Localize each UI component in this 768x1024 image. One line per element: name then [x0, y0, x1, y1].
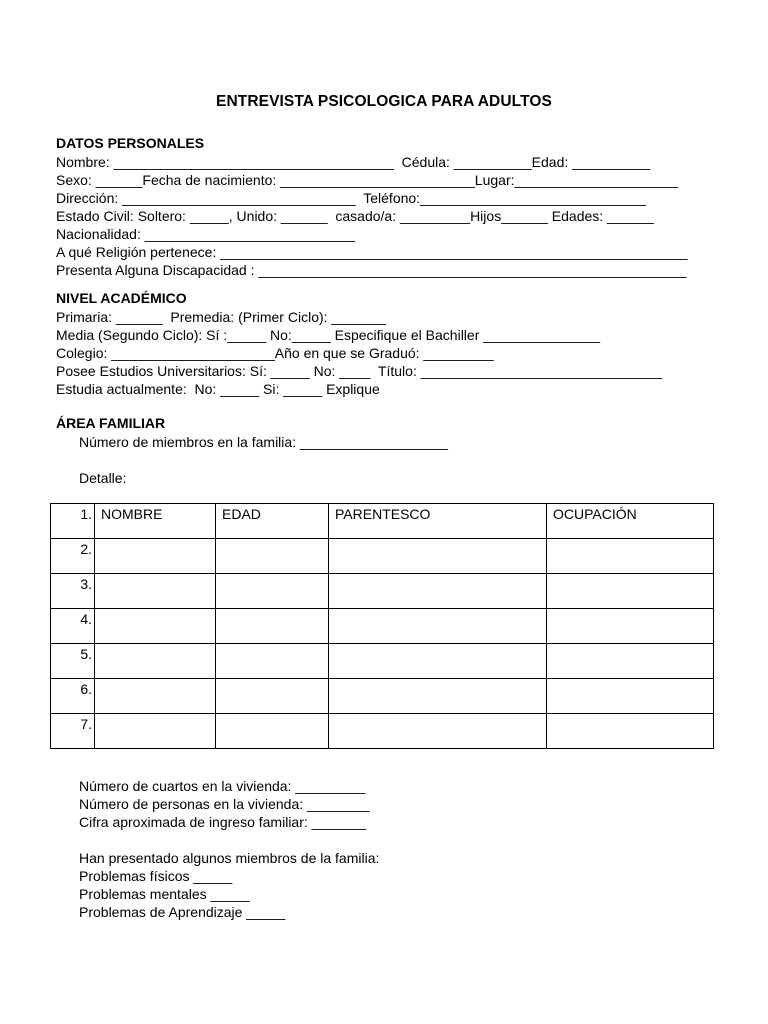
field-line-cuartos-vivienda[interactable]: Número de cuartos en la vivienda: _________ — [79, 778, 366, 794]
field-line-religion[interactable]: A qué Religión pertenece: ____________________________________________________________ — [56, 244, 688, 260]
table-row — [51, 609, 714, 644]
table-cell-ocupacion[interactable] — [547, 644, 714, 679]
table-cell-parentesco[interactable] — [329, 644, 547, 679]
row-number: 7. — [51, 714, 95, 749]
section-heading-datos-personales: DATOS PERSONALES — [56, 135, 205, 151]
family-members-table — [50, 503, 714, 749]
field-line-miembros-familia[interactable]: Número de miembros en la familia: ___________________ — [79, 434, 448, 450]
field-line-estado-civil[interactable]: Estado Civil: Soltero: _____, Unido: ______ casado/a: _________Hijos______ Edades: ______ — [56, 208, 654, 224]
table-row — [51, 714, 714, 749]
table-cell-nombre[interactable] — [95, 609, 216, 644]
table-cell-nombre[interactable] — [95, 714, 216, 749]
table-cell-parentesco[interactable] — [329, 679, 547, 714]
field-line-problemas-mentales[interactable]: Problemas mentales _____ — [79, 886, 250, 902]
table-cell-nombre[interactable] — [95, 679, 216, 714]
field-line-personas-vivienda[interactable]: Número de personas en la vivienda: ________ — [79, 796, 370, 812]
field-line-estudios-universitarios[interactable]: Posee Estudios Universitarios: Sí: _____ No: ____ Título: _______________________________ — [56, 363, 663, 379]
column-header-edad: EDAD — [216, 504, 329, 539]
field-line-nacionalidad[interactable]: Nacionalidad: ___________________________ — [56, 226, 355, 242]
field-line-problemas-aprendizaje[interactable]: Problemas de Aprendizaje _____ — [79, 904, 286, 920]
document-title: ENTREVISTA PSICOLOGICA PARA ADULTOS — [216, 93, 552, 110]
row-number: 2. — [51, 539, 95, 574]
detalle-label: Detalle: — [79, 470, 127, 486]
field-line-problemas-fisicos[interactable]: Problemas físicos _____ — [79, 868, 233, 884]
table-cell-edad[interactable] — [216, 574, 329, 609]
table-cell-edad[interactable] — [216, 609, 329, 644]
column-header-parentesco: PARENTESCO — [329, 504, 547, 539]
field-line-direccion[interactable]: Dirección: ______________________________ Teléfono:_____________________________ — [56, 190, 646, 206]
problemas-intro-label: Han presentado algunos miembros de la familia: — [79, 850, 380, 866]
row-number: 6. — [51, 679, 95, 714]
field-line-estudia-actualmente[interactable]: Estudia actualmente: No: _____ Si: _____ Explique — [56, 381, 380, 397]
table-cell-nombre[interactable] — [95, 539, 216, 574]
table-cell-ocupacion[interactable] — [547, 574, 714, 609]
table-cell-edad[interactable] — [216, 679, 329, 714]
column-header-ocupacion: OCUPACIÓN — [547, 504, 714, 539]
row-number: 4. — [51, 609, 95, 644]
table-cell-ocupacion[interactable] — [547, 714, 714, 749]
row-number: 5. — [51, 644, 95, 679]
section-heading-area-familiar: ÁREA FAMILIAR — [56, 415, 166, 431]
field-line-nombre[interactable]: Nombre: ____________________________________ Cédula: __________Edad: __________ — [56, 154, 650, 170]
field-line-primaria[interactable]: Primaria: ______ Premedia: (Primer Ciclo): _______ — [56, 309, 386, 325]
field-line-media[interactable]: Media (Segundo Ciclo): Sí :_____ No:_____ Especifique el Bachiller _______________ — [56, 327, 601, 343]
table-cell-ocupacion[interactable] — [547, 539, 714, 574]
table-cell-edad[interactable] — [216, 644, 329, 679]
table-cell-parentesco[interactable] — [329, 574, 547, 609]
table-cell-edad[interactable] — [216, 714, 329, 749]
table-cell-ocupacion[interactable] — [547, 679, 714, 714]
table-cell-edad[interactable] — [216, 539, 329, 574]
table-cell-nombre[interactable] — [95, 574, 216, 609]
row-number: 3. — [51, 574, 95, 609]
field-line-discapacidad[interactable]: Presenta Alguna Discapacidad : _______________________________________________________ — [56, 262, 687, 278]
table-row — [51, 644, 714, 679]
table-cell-parentesco[interactable] — [329, 714, 547, 749]
field-line-sexo[interactable]: Sexo: ______Fecha de nacimiento: _________________________Lugar:_____________________ — [56, 172, 679, 188]
table-cell-parentesco[interactable] — [329, 609, 547, 644]
table-row — [51, 504, 714, 539]
row-number: 1. — [51, 504, 95, 539]
table-cell-ocupacion[interactable] — [547, 609, 714, 644]
table-row — [51, 539, 714, 574]
table-row — [51, 679, 714, 714]
column-header-nombre: NOMBRE — [95, 504, 216, 539]
field-line-ingreso-familiar[interactable]: Cifra aproximada de ingreso familiar: _______ — [79, 814, 367, 830]
table-cell-parentesco[interactable] — [329, 539, 547, 574]
table-cell-nombre[interactable] — [95, 644, 216, 679]
field-line-colegio[interactable]: Colegio: _____________________Año en que se Graduó: _________ — [56, 345, 494, 361]
section-heading-nivel-academico: NIVEL ACADÉMICO — [56, 290, 187, 306]
table-row — [51, 574, 714, 609]
